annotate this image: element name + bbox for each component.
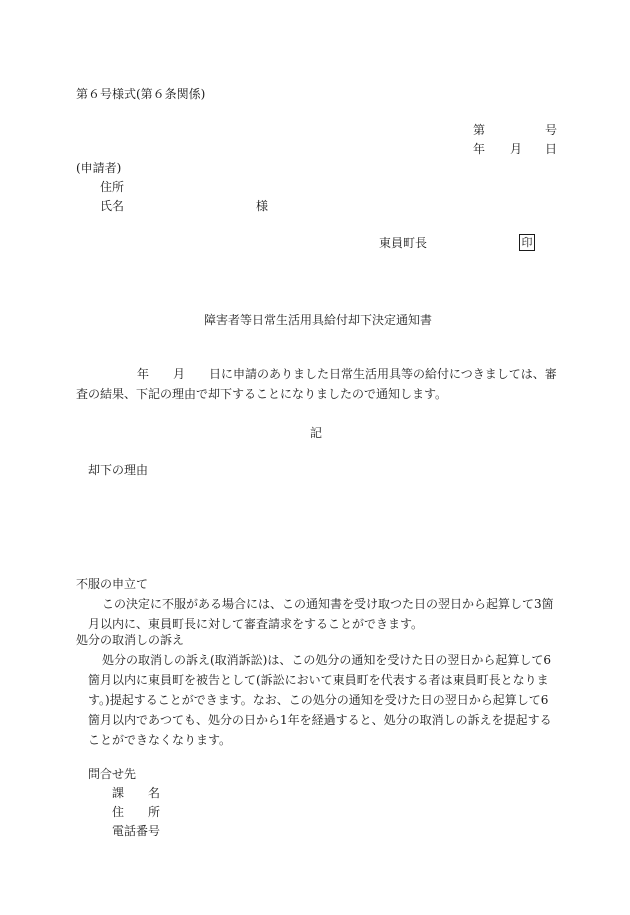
applicant-address-label: 住所 xyxy=(100,180,125,194)
seal-mark xyxy=(519,234,535,251)
form-number: 第６号様式(第６条関係) xyxy=(76,87,206,101)
applicant-name-label: 氏名 xyxy=(100,199,125,213)
date-year: 年 xyxy=(473,142,486,156)
objection-heading: 不服の申立て xyxy=(76,577,149,591)
number-suffix: 号 xyxy=(545,123,558,137)
seal-icon: 印 xyxy=(519,234,535,251)
body-month: 月 xyxy=(173,367,186,381)
body-year: 年 xyxy=(137,367,150,381)
applicant-heading: (申請者) xyxy=(76,161,122,175)
applicant-honorific: 様 xyxy=(256,199,269,213)
body-line-1: 日に申請のありました日常生活用具等の給付につきましては、審 xyxy=(209,367,557,381)
issuer-title: 東員町長 xyxy=(379,236,428,250)
date-month: 月 xyxy=(510,142,523,156)
document-title: 障害者等日常生活用具給付却下決定通知書 xyxy=(204,313,433,327)
contact-phone-label: 電話番号 xyxy=(112,824,161,838)
contact-address-label: 住 所 xyxy=(112,805,161,819)
number-prefix: 第 xyxy=(473,123,486,137)
reason-label: 却下の理由 xyxy=(88,463,149,477)
body-line-2: 査の結果、下記の理由で却下することになりましたので通知します。 xyxy=(76,387,448,401)
date-day: 日 xyxy=(545,142,558,156)
lawsuit-heading: 処分の取消しの訴え xyxy=(76,633,185,647)
lawsuit-text: 処分の取消しの訴え(取消訴訟)は、この処分の通知を受けた日の翌日から起算して6箇月以内に東員町を被告として(訴訟において東員町を代表する者は東員町長となります。)提起することができます。なお、この処分の通知を受けた日の翌日から起算して6箇月以内であつても、処分の日から1年を経過すると、処分の取消しの訴えを提起することができなくなります。 xyxy=(88,653,552,747)
contact-heading: 問合せ先 xyxy=(88,767,137,781)
ki-marker: 記 xyxy=(310,426,323,440)
contact-section-label: 課 名 xyxy=(112,786,161,800)
objection-text: この決定に不服がある場合には、この通知書を受け取つた日の翌日から起算して3箇月以内に、東員町長に対して審査請求をすることができます。 xyxy=(88,597,554,631)
